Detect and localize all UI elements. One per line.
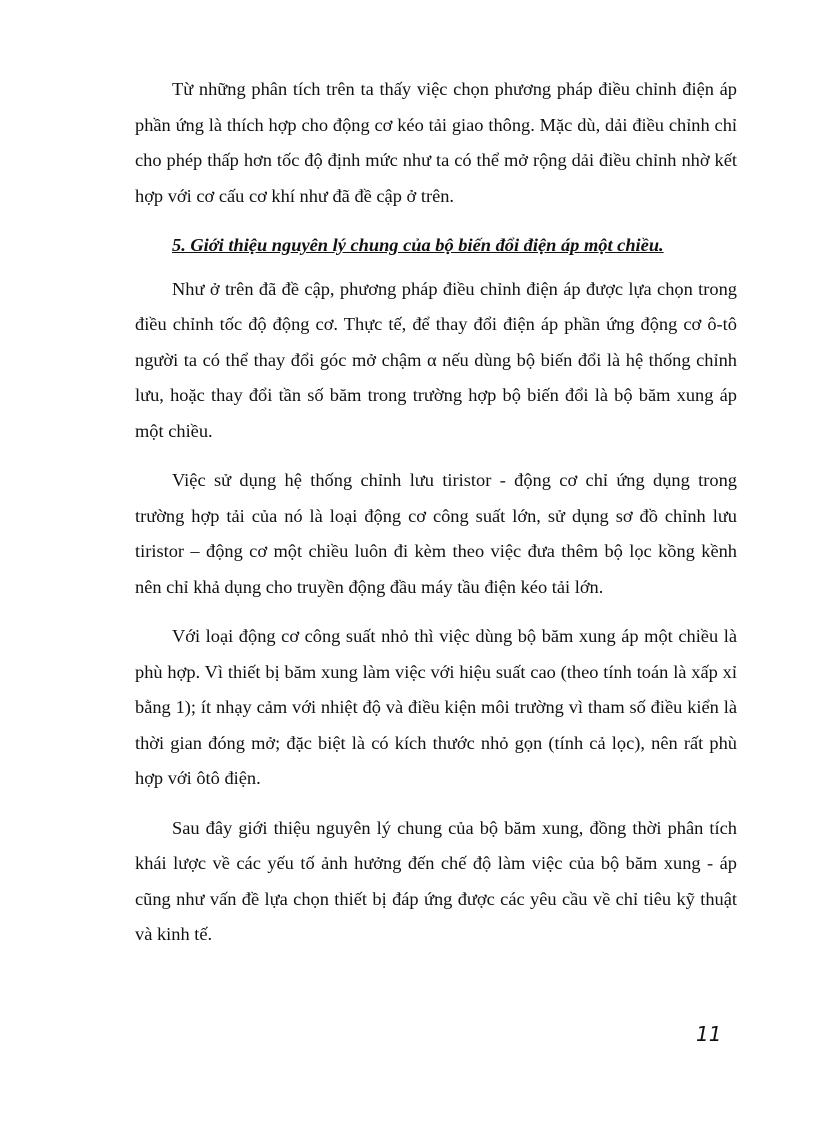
page-number: 11 [696, 1022, 722, 1046]
paragraph-thyristor-rectifier: Việc sử dụng hệ thống chỉnh lưu tiristor - động cơ chỉ ứng dụng trong trường hợp tải của nó là loại động cơ công suất lớn, sử dụng sơ đồ chỉnh lưu tiristor – động cơ một chiều luôn đi kèm theo việc đưa thêm bộ lọc kồng kềnh nên chỉ khả dụng cho truyền động đầu máy tầu điện kéo tải lớn. [135, 470, 737, 597]
paragraph-chopper-introduction: Sau đây giới thiệu nguyên lý chung của bộ băm xung, đồng thời phân tích khái lược về các yếu tố ảnh hưởng đến chế độ làm việc của bộ băm xung - áp cũng như vấn đề lựa chọn thiết bị đáp ứng được các yêu cầu về chỉ tiêu kỹ thuật và kinh tế. [135, 817, 737, 944]
intro-paragraph: Từ những phân tích trên ta thấy việc chọn phương pháp điều chỉnh điện áp phần ứng là thích hợp cho động cơ kéo tải giao thông. Mặc dù, dải điều chỉnh chỉ cho phép thấp hơn tốc độ định mức như ta có thể mở rộng dải điều chỉnh nhờ kết hợp với cơ cấu cơ khí như đã đề cập ở trên. [135, 79, 737, 206]
page-body [135, 72, 737, 953]
section-heading: 5. Giới thiệu nguyên lý chung của bộ biến đổi điện áp một chiều. [172, 235, 664, 255]
paragraph-chopper-advantages: Với loại động cơ công suất nhỏ thì việc dùng bộ băm xung áp một chiều là phù hợp. Vì thiết bị băm xung làm việc với hiệu suất cao (theo tính toán là xấp xỉ bằng 1); ít nhạy cảm với nhiệt độ và điều kiện môi trường vì tham số điều kiển là thời gian đóng mở; đặc biệt là có kích thước nhỏ gọn (tính cả lọc), nên rất phù hợp với ôtô điện. [135, 626, 737, 788]
paragraph-voltage-control: Như ở trên đã đề cập, phương pháp điều chỉnh điện áp được lựa chọn trong điều chỉnh tốc độ động cơ. Thực tế, để thay đổi điện áp phần ứng động cơ ô-tô người ta có thể thay đổi góc mở chậm α nếu dùng bộ biến đổi là hệ thống chỉnh lưu, hoặc thay đổi tần số băm trong trường hợp bộ biến đổi là bộ băm xung áp một chiều. [135, 278, 737, 441]
